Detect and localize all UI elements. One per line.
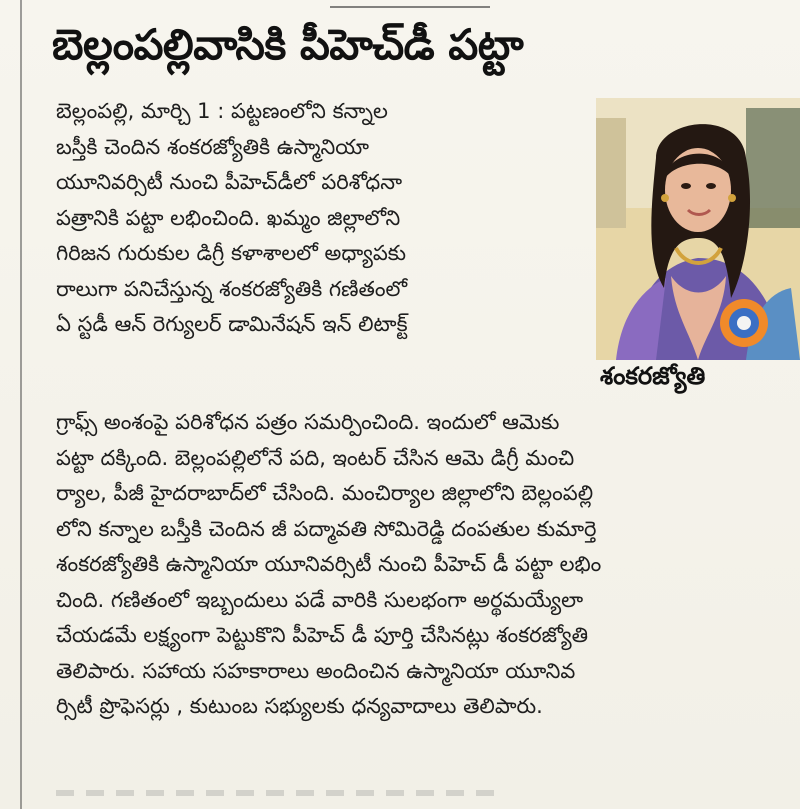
text-line: గ్రాఫ్స్ అంశంపై పరిశోధన పత్రం సమర్పించింది. ఇందులో ఆమెకు xyxy=(56,410,560,434)
text-line: శంకరజ్యోతికి ఉస్మానియా యూనివర్సిటీ నుంచి పీహెచ్ డీ పట్టా లభిం xyxy=(56,552,602,576)
text-line: తెలిపారు. సహాయ సహకారాలు అందించిన ఉస్మానియా యూనివ xyxy=(56,658,576,683)
text-line: లోని కన్నాల బస్తీకి చెందిన జీ పద్మావతి సోమిరెడ్డి దంపతుల కుమార్తె xyxy=(56,516,597,541)
text-line: చేయడమే లక్ష్యంగా పెట్టుకొని పీహెచ్ డీ పూర్తి చేసినట్లు శంకరజ్యోతి xyxy=(56,623,589,647)
portrait-photo xyxy=(596,98,800,360)
article-full-text xyxy=(56,405,800,725)
text-line: బస్తీకి చెందిన శంకరజ్యోతికి ఉస్మానియా xyxy=(56,134,369,159)
text-line: చింది. గణితంలో ఇబ్బందులు పడే వారికి సులభంగా అర్థమయ్యేలా xyxy=(56,587,584,612)
top-divider xyxy=(330,0,490,8)
text-line: యూనివర్సిటీ నుంచి పీహెచ్‌డీలో పరిశోధనా xyxy=(56,170,403,194)
text-line: పత్రానికి పట్టా లభించింది. ఖమ్మం జిల్లాలోని xyxy=(56,205,401,230)
text-line: గిరిజన గురుకుల డిగ్రీ కళాశాలలో అధ్యాపకు xyxy=(56,241,406,265)
photo-caption: శంకరజ్యోతి xyxy=(600,362,706,390)
article-column-text xyxy=(56,94,408,343)
text-line: బెల్లంపల్లి, మార్చి 1 : పట్టణంలోని కన్నాల xyxy=(56,99,388,123)
portrait-image xyxy=(596,98,800,360)
text-line: ఏ స్టడీ ఆన్ రెగ్యులర్ డామినేషన్ ఇన్ లిటాక్ట్ xyxy=(56,312,408,336)
text-line: ర్యాల, పీజీ హైదరాబాద్‌లో చేసింది. మంచిర్యాల జిల్లాలోని బెల్లంపల్లి xyxy=(56,481,594,505)
column-rule xyxy=(20,0,22,809)
text-line: రాలుగా పనిచేస్తున్న శంకరజ్యోతికి గణితంలో xyxy=(56,276,408,301)
article-headline: బెల్లంపల్లివాసికి పీహెచ్‌డీ పట్టా xyxy=(52,20,524,69)
text-line: ర్సిటీ ప్రొఫెసర్లు , కుటుంబ సభ్యులకు ధన్యవాదాలు తెలిపారు. xyxy=(56,694,543,718)
bottom-edge-artifact xyxy=(56,790,496,796)
text-line: పట్టా దక్కింది. బెల్లంపల్లిలోనే పది, ఇంటర్ చేసిన ఆమె డిగ్రీ మంచి xyxy=(56,445,575,470)
